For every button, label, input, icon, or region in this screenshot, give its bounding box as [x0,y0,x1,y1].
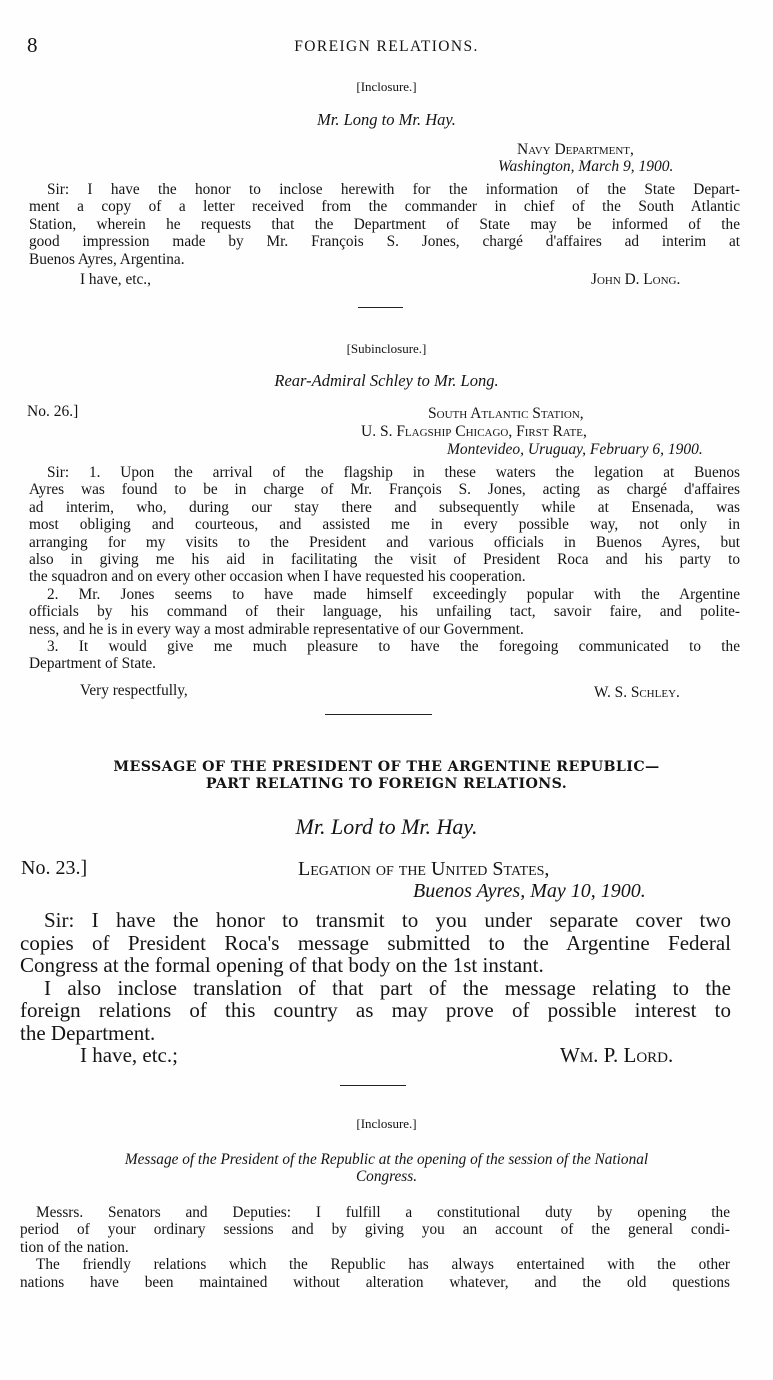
body-line: Ayres was found to be in charge of Mr. François S. Jones, acting as chargé d'affaires [29,481,740,499]
letter-body [29,181,740,268]
station-line: South Atlantic Station, [428,405,584,422]
body-line: period of your ordinary sessions and by giving you an account of the general condi- [20,1221,730,1239]
body-line: copies of President Roca's message submitted to the Argentine Federal [20,930,731,955]
body-line: the squadron and on every other occasion when I have requested his cooperation. [29,568,526,586]
place-date: Montevideo, Uruguay, February 6, 1900. [447,441,703,458]
subinclosure-label: [Subinclosure.] [346,341,427,356]
flagship-line: U. S. Flagship Chicago, First Rate, [361,423,587,440]
body-line: Buenos Ayres, Argentina. [29,250,185,268]
inclosure-label: [Inclosure.] [356,1116,417,1131]
body-line: ad interim, who, during our stay there and subsequently while at Ensenada, was [29,498,740,516]
body-line: foreign relations of this country as may prove of possible interest to [20,998,731,1022]
divider [340,1085,406,1086]
body-line: Station, wherein he requests that the Department of State may be informed of the [29,215,740,233]
dispatch-number: No. 23.] [21,857,88,879]
body-line: arranging for my visits to the President and various officials in Buenos Ayres, but [29,533,740,551]
body-line: Sir: I have the honor to inclose herewith for the information of the State Depart- [47,181,740,198]
body-line: The friendly relations which the Republic has always entertained with the other [36,1256,730,1274]
body-line: 2. Mr. Jones seems to have made himself exceedingly popular with the Argentine [47,585,740,603]
closing: I have, etc.; [80,1043,178,1067]
page-number: 8 [27,33,38,57]
place-date: Buenos Ayres, May 10, 1900. [413,880,646,902]
letter-body [29,464,740,673]
body-line: Congress at the formal opening of that body on the 1st instant. [20,953,544,977]
body-line: Department of State. [29,655,157,673]
office-line: Navy Department, [517,141,634,158]
dispatch-number: No. 26.] [27,403,79,420]
place-date: Washington, March 9, 1900. [498,158,674,175]
letter-title: Mr. Long to Mr. Hay. [317,110,456,129]
legation-line: Legation of the United States, [298,858,550,880]
message-body [20,1204,730,1291]
body-line: also in giving me his aid in facilitating the visit of President Roca and his party to [29,551,740,569]
letter-body [20,909,731,1044]
letter-title: Rear-Admiral Schley to Mr. Long. [274,371,499,390]
inclosure-label: [Inclosure.] [356,79,417,94]
body-line: 3. It would give me much pleasure to have the foregoing communicated to the [47,638,740,656]
body-line: ment a copy of a letter received from the commander in chief of the South Atlantic [29,198,740,216]
signature: Wm. P. Lord. [560,1043,674,1067]
divider [325,714,432,715]
body-line: nations have been maintained without alteration whatever, and the old questions [20,1273,730,1291]
body-line: Sir: I have the honor to transmit to you under separate cover two [44,908,731,932]
body-line: the Department. [20,1020,156,1045]
closing: I have, etc., [80,271,151,288]
body-line: Sir: 1. Upon the arrival of the flagship in these waters the legation at Buenos [47,464,740,481]
body-line: good impression made by Mr. François S. Jones, chargé d'affaires ad interim at [29,233,740,251]
signature: W. S. Schley. [594,684,680,701]
body-line: tion of the nation. [20,1238,129,1256]
letter-title: Mr. Lord to Mr. Hay. [295,814,478,839]
body-line: ness, and he is in every way a most admirable representative of our Government. [29,620,524,638]
body-line: I also inclose translation of that part of the message relating to the [44,975,731,1000]
message-title: Congress. [355,1168,418,1185]
section-heading: PART RELATING TO FOREIGN RELATIONS. [205,776,568,792]
body-line: Messrs. Senators and Deputies: I fulfill a constitutional duty by opening the [36,1204,730,1221]
running-title: FOREIGN RELATIONS. [294,38,479,55]
message-title: Message of the President of the Republic at the opening of the session of the National [124,1151,649,1168]
signature: John D. Long. [591,271,681,288]
section-heading: MESSAGE OF THE PRESIDENT OF THE ARGENTINE REPUBLIC— [113,759,660,775]
divider [358,307,403,308]
body-line: officials by his command of their language, his unfailing tact, savoir faire, and polite- [29,603,740,621]
body-line: most obliging and courteous, and assisted me in every possible way, not only in [29,516,740,534]
closing: Very respectfully, [80,682,188,699]
